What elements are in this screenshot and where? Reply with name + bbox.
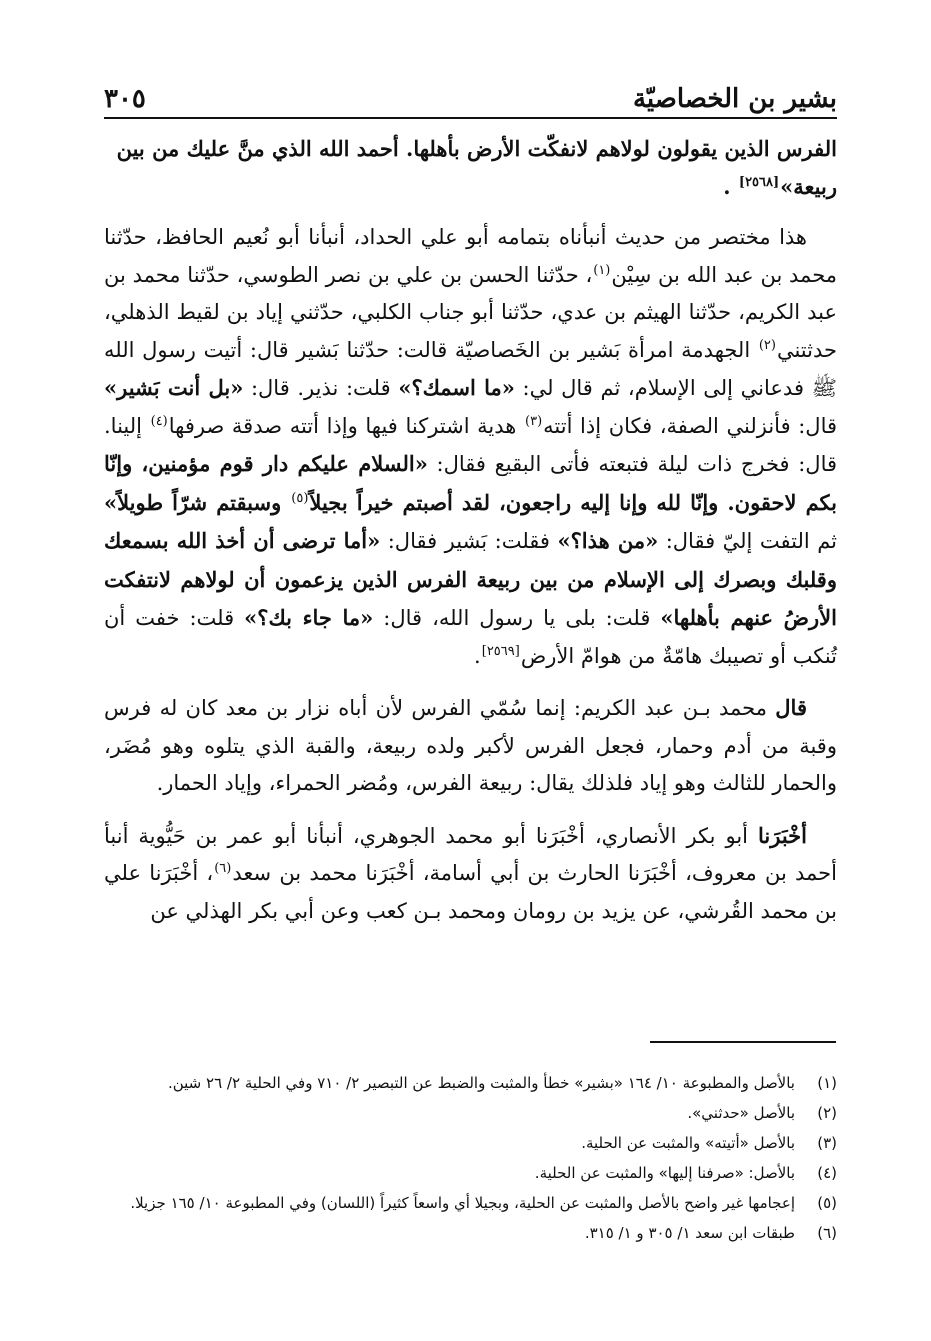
- footnote-text: بالأصل «أتيته» والمثبت عن الحلية.: [581, 1134, 795, 1152]
- quoted-speech: «أما ترضى أن أخذ الله بسمعك وقلبك وبصرك إلى الإسلام من بين ربيعة الفرس الذين يزعمون أن لولاهم لانتفكت الأرضُ عنهم بأهلها»: [104, 528, 837, 630]
- footnote-number: (٦): [817, 1224, 837, 1242]
- isnad-paragraph: [104, 219, 837, 675]
- footnote-marker: (٤): [150, 413, 168, 429]
- footnote-number: (٣): [817, 1134, 837, 1152]
- footnote-text: بالأصل والمطبوعة ١٠/ ١٦٤ «بشير» خطأ والمثبت والضبط عن التبصير ٢/ ٧١٠ وفي الحلية ٢/ ٢٦ شين.: [167, 1074, 795, 1092]
- text-run: الجهدمة امرأة بَشير بن الخَصاصيّة قالت: حدّثنا بَشير قال: أتيت رسول الله ﷺ فدعاني إلى الإسلام، ثم قال لي:: [104, 337, 837, 400]
- text-run: قلت: خفت أن تُنكب أو تصيبك هامّةٌ من هوامّ الأرض: [104, 606, 837, 668]
- text-run: أبو بكر الأنصاري، أخْبَرَنا أبو محمد الجوهري، أنبأنا أبو عمر بن حَيُّوية أنبأ أحمد بن معروف، أخْبَرَنا الحارث بن أبي أسامة، أخْبَرَنا محمد بن سعد: [104, 823, 837, 885]
- text-run: ثم التفت إليّ فقال:: [658, 529, 838, 553]
- footnote: [104, 1158, 837, 1188]
- opening-line-2: ربيعة»: [780, 173, 837, 199]
- paragraph-lead: أخْبَرَنا: [758, 822, 807, 848]
- hadith-ref: [٢٥٦٩]: [481, 643, 520, 659]
- text-run: فقلت: بَشير فقال:: [380, 529, 558, 553]
- running-title: بشير بن الخصاصيّة: [632, 84, 837, 114]
- text-run: هدية اشتركنا فيها وإذا أتته صدقة صرفها: [168, 413, 524, 438]
- isnad-paragraph-2: [104, 817, 837, 931]
- footnote-marker: (٥): [291, 490, 309, 506]
- quoted-speech: وسبقتم شرّاً طويلاً»: [104, 489, 291, 515]
- footnote-text: بالأصل «حدثني».: [687, 1104, 795, 1122]
- quoted-speech: «ما اسمك؟»: [398, 375, 515, 400]
- main-text: [104, 130, 837, 930]
- footnotes: [104, 1068, 837, 1248]
- footnote-marker: (٦): [214, 861, 232, 876]
- opening-line-1: الفرس الذين يقولون لولاهم لانفكّت الأرض بأهلها. أحمد الله الذي منَّ عليك من بين: [116, 136, 837, 161]
- quoted-speech: «السلام عليكم دار قوم مؤمنين، وإنّا بكم لاحقون. وإنّا لله وإنا إليه راجعون، لقد أصبتم خيراً بجيلاً: [104, 451, 837, 515]
- quoted-speech: «بل أنت بَشير»: [104, 375, 244, 400]
- footnote-marker: (٢): [758, 337, 776, 353]
- text-run: إلينا. قال: فخرج ذات ليلة فتبعته فأتى البقيع فقال:: [104, 413, 838, 476]
- footnote: [104, 1068, 837, 1098]
- footnote-text: بالأصل: «صرفنا إليها» والمثبت عن الحلية.: [534, 1164, 795, 1182]
- footnote: [104, 1128, 837, 1158]
- header-rule: [104, 117, 837, 119]
- footnote-number: (١): [817, 1074, 837, 1092]
- footnote-separator: [650, 1041, 836, 1043]
- hadith-ref: [٢٥٦٨]: [738, 174, 780, 190]
- text-run: قال: فأنزلني الصفة، فكان إذا أتته: [543, 413, 838, 438]
- quoted-speech: «من هذا؟»: [557, 528, 659, 553]
- text-run: .: [474, 643, 481, 668]
- commentary-paragraph: [104, 689, 837, 803]
- text-run: ، أخْبَرَنا علي بن محمد القُرشي، عن يزيد بن رومان ومحمد بـن كعب وعن أبي بكر الهذلي عن: [104, 861, 837, 923]
- text-run: هذا مختصر من حديث أنبأناه بتمامه أبو علي الحداد، أنبأنا أبو نُعيم الحافظ، حدّثنا محمد بن عبد الله بن سِيْن: [104, 225, 838, 287]
- footnote-text: طبقات ابن سعد ١/ ٣٠٥ و ١/ ٣١٥.: [584, 1224, 795, 1242]
- footnote: [104, 1188, 837, 1218]
- footnote: [104, 1218, 837, 1248]
- footnote-number: (٥): [817, 1194, 837, 1212]
- quoted-speech: «ما جاء بك؟»: [244, 605, 374, 630]
- opening-paragraph: الفرس الذين يقولون لولاهم لانفكّت الأرض بأهلها. أحمد الله الذي منَّ عليك من بين ربيعة»[٢٥٦٨] .: [116, 136, 837, 199]
- footnote-number: (٤): [817, 1164, 837, 1182]
- paragraph-lead: قال: [775, 695, 807, 720]
- text-run: قلت: بلى يا رسول الله، قال:: [373, 606, 661, 630]
- footnote-text: إعجامها غير واضح بالأصل والمثبت عن الحلية، وبجيلا أي واسعاً كثيراً (اللسان) وفي المطبوعة ١٠/ ١٦٥ جزيلا.: [130, 1194, 795, 1212]
- text-run: محمد بـن عبد الكريم: إنما سُمّي الفرس لأن أباه نزار بن معد كان له فرس وقبة من أدم وحمار، فجعل الفرس لأكبر ولده ربيعة، والقبة الذي يتلوه وهو مُضَر، والحمار للثالث وهو إياد فلذلك يقال: ربيعة الفرس، ومُضر الحمراء، وإياد الحمار.: [104, 696, 837, 795]
- footnote-number: (٢): [817, 1104, 837, 1122]
- text-run: قلت: نذير. قال:: [243, 376, 399, 400]
- footnote: [104, 1098, 837, 1128]
- footnote-marker: (٣): [525, 413, 543, 429]
- page-header: [104, 74, 837, 114]
- footnote-marker: (١): [593, 262, 611, 278]
- page-number: ٣٠٥: [104, 84, 146, 114]
- text-run: ، حدّثنا الحسن بن علي بن نصر الطوسي، حدّثنا محمد بن عبد الكريم، حدّثنا الهيثم بن عدي، حدّثنا أبو جناب الكلبي، حدّثني إياد بن لقيط الذهلي، حدثتني: [104, 262, 837, 362]
